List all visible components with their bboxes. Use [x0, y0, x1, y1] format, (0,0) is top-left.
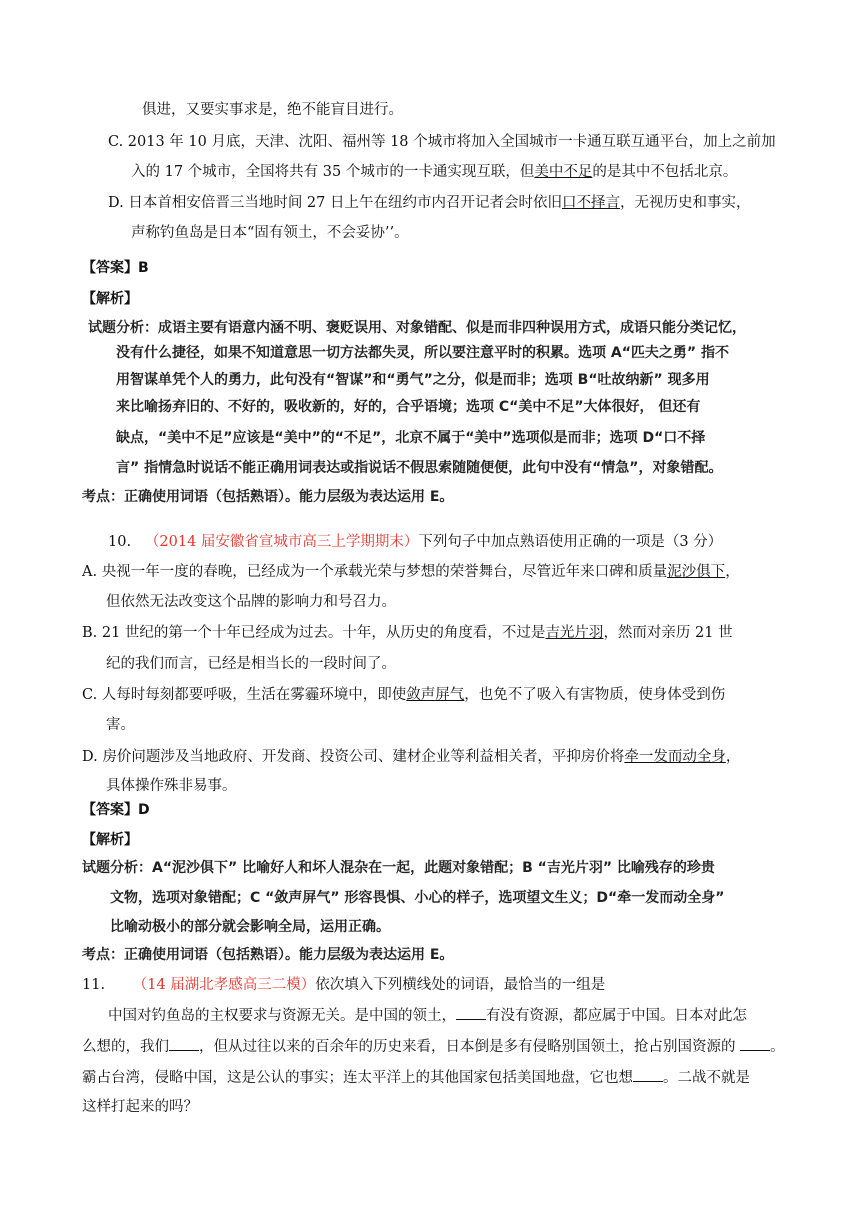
- q10-kaodian: 考点：正确使用词语（包括熟语）。能力层级为表达运用 E。: [82, 947, 454, 963]
- fill-blank: [740, 1036, 770, 1051]
- underlined-idiom: 吉光片羽: [545, 625, 604, 641]
- q9-option-c-line1: C. 2013 年 10 月底，天津、沈阳、福州等 18 个城市将加入全国城市一卡通互联互通平台，加上之前加: [108, 134, 776, 150]
- text-segment: 。: [770, 1039, 785, 1055]
- q9-option-d-line2: 声称钓鱼岛是日本“固有领土，不会妥协’’。: [131, 225, 409, 241]
- q11-passage-line4: 这样打起来的吗？: [82, 1099, 198, 1115]
- q10-analysis-line2: 文物，选项对象错配；C “敛声屏气” 形容畏惧、小心的样子，选项望文生义；D“牵一发而动全身”: [110, 890, 725, 906]
- q10-analysis-line3: 比喻动极小的部分就会影响全局，运用正确。: [110, 919, 390, 935]
- text-segment: ，: [725, 564, 740, 580]
- q9-option-d-line1: [108, 193, 751, 213]
- text-segment: B. 21 世纪的第一个十年已经成为过去。十年，从历史的角度看，不过是: [82, 625, 546, 641]
- q9-option-b-continuation: 俱进，又要实事求是，绝不能盲目进行。: [142, 102, 403, 118]
- q9-analysis-line4: 来比喻扬弃旧的、不好的，吸收新的，好的，合乎语境；选项 C“美中不足”大体很好， 但还有: [116, 399, 701, 415]
- q11-passage-line2: [82, 1036, 785, 1057]
- q9-answer: 【答案】B: [82, 260, 149, 276]
- q9-analysis-line5: 缺点，“美中不足”应该是“美中”的“不足”，北京不属于“美中”选项似是而非；选项 D“口不择: [116, 430, 706, 446]
- q9-analysis-label: 【解析】: [82, 291, 138, 307]
- q9-analysis-line2: 没有什么捷径，如果不知道意思一切方法都失灵，所以要注意平时的积累。选项 A“匹夫之勇” 指不: [116, 345, 729, 361]
- text-segment: 入的 17 个城市，全国将共有 35 个城市的一卡通实现互联，但: [131, 164, 535, 180]
- q10-option-b-line1: [82, 623, 733, 643]
- text-segment: 中国对钓鱼岛的主权要求与资源无关。是中国的领土，: [108, 1008, 456, 1024]
- text-segment: 有没有资源，都应属于中国。日本对此怎: [486, 1008, 747, 1024]
- q10-option-d-line2: 具体操作殊非易事。: [106, 778, 237, 794]
- text-segment: ，然而对亲历 21 世: [603, 625, 733, 641]
- q11-passage-line1: [108, 1005, 747, 1026]
- text-segment: C. 人每时每刻都要呼吸，生活在雾霾环境中，即使: [82, 687, 407, 703]
- question-source: （14 届湖北孝感高三二模）: [132, 977, 316, 993]
- fill-blank: [169, 1036, 199, 1051]
- text-segment: 的是其中不包括北京。: [592, 164, 738, 180]
- underlined-idiom: 泥沙俱下: [667, 564, 726, 580]
- q10-option-c-line1: [82, 685, 725, 705]
- q10-option-a-line2: 但依然无法改变这个品牌的影响力和号召力。: [106, 594, 396, 610]
- q9-analysis-line6: 言” 指情急时说话不能正确用词表达或指说话不假思索随随便便，此句中没有“情急”，对象错配。: [116, 460, 723, 476]
- question-number: 10.: [108, 534, 132, 550]
- underlined-idiom: 口不择言: [562, 195, 620, 211]
- q11-stem: [82, 975, 605, 995]
- text-segment: 霸占台湾，侵略中国，这是公认的事实；连太平洋上的其他国家包括美国地盘，它也想: [82, 1070, 633, 1086]
- q9-option-c-line2: [131, 162, 737, 182]
- question-source: （2014 届安徽省宣城市高三上学期期末）: [144, 534, 419, 550]
- text-segment: 。二战不就是: [663, 1070, 750, 1086]
- fill-blank: [633, 1067, 663, 1082]
- q10-option-c-line2: 害。: [106, 717, 135, 733]
- question-number: 11.: [82, 977, 106, 993]
- underlined-idiom: 牵一发而动全身: [624, 749, 726, 765]
- text-segment: D. 日本首相安倍晋三当地时间 27 日上午在纽约市内召开记者会时依旧: [108, 195, 562, 211]
- underlined-idiom: 美中不足: [534, 164, 593, 180]
- question-text: 依次填入下列横线处的词语，最恰当的一组是: [315, 977, 606, 993]
- q10-stem: [108, 532, 722, 552]
- q10-option-a-line1: [82, 562, 740, 582]
- q10-analysis-label: 【解析】: [82, 832, 138, 848]
- underlined-idiom: 敛声屏气: [406, 687, 465, 703]
- text-segment: ，无视历史和事实，: [620, 195, 751, 211]
- text-segment: 么想的，我们: [82, 1039, 169, 1055]
- text-segment: ，: [725, 749, 741, 765]
- q10-option-b-line2: 纪的我们而言，已经是相当长的一段时间了。: [106, 656, 396, 672]
- q10-answer: 【答案】D: [82, 802, 150, 818]
- text-segment: ，但从过往以来的百余年的历史来看，日本倒是多有侵略别国领土，抢占别国资源的: [199, 1039, 741, 1055]
- q9-analysis-line3: 用智谋单凭个人的勇力，此句没有“智谋”和“勇气”之分，似是而非；选项 B“吐故纳新” 现多用: [116, 372, 710, 388]
- q9-analysis-line1: 试题分析：成语主要有语意内涵不明、褒贬误用、对象错配、似是而非四种误用方式，成语只能分类记忆，: [88, 320, 746, 336]
- fill-blank: [456, 1005, 486, 1020]
- text-segment: ，也免不了吸入有害物质，使身体受到伤: [464, 687, 726, 703]
- q10-option-d-line1: [82, 747, 740, 767]
- text-segment: A. 央视一年一度的春晚，已经成为一个承载光荣与梦想的荣誉舞台，尽管近年来口碑和质量: [82, 564, 668, 580]
- question-text: 下列句子中加点熟语使用正确的一项是（3 分）: [418, 534, 723, 550]
- q10-analysis-line1: 试题分析：A“泥沙俱下” 比喻好人和坏人混杂在一起，此题对象错配；B “吉光片羽” 比喻残存的珍贵: [82, 860, 715, 876]
- text-segment: D. 房价问题涉及当地政府、开发商、投资公司、建材企业等利益相关者，平抑房价将: [82, 749, 625, 765]
- q11-passage-line3: [82, 1067, 750, 1088]
- q9-kaodian: 考点：正确使用词语（包括熟语）。能力层级为表达运用 E。: [82, 489, 454, 505]
